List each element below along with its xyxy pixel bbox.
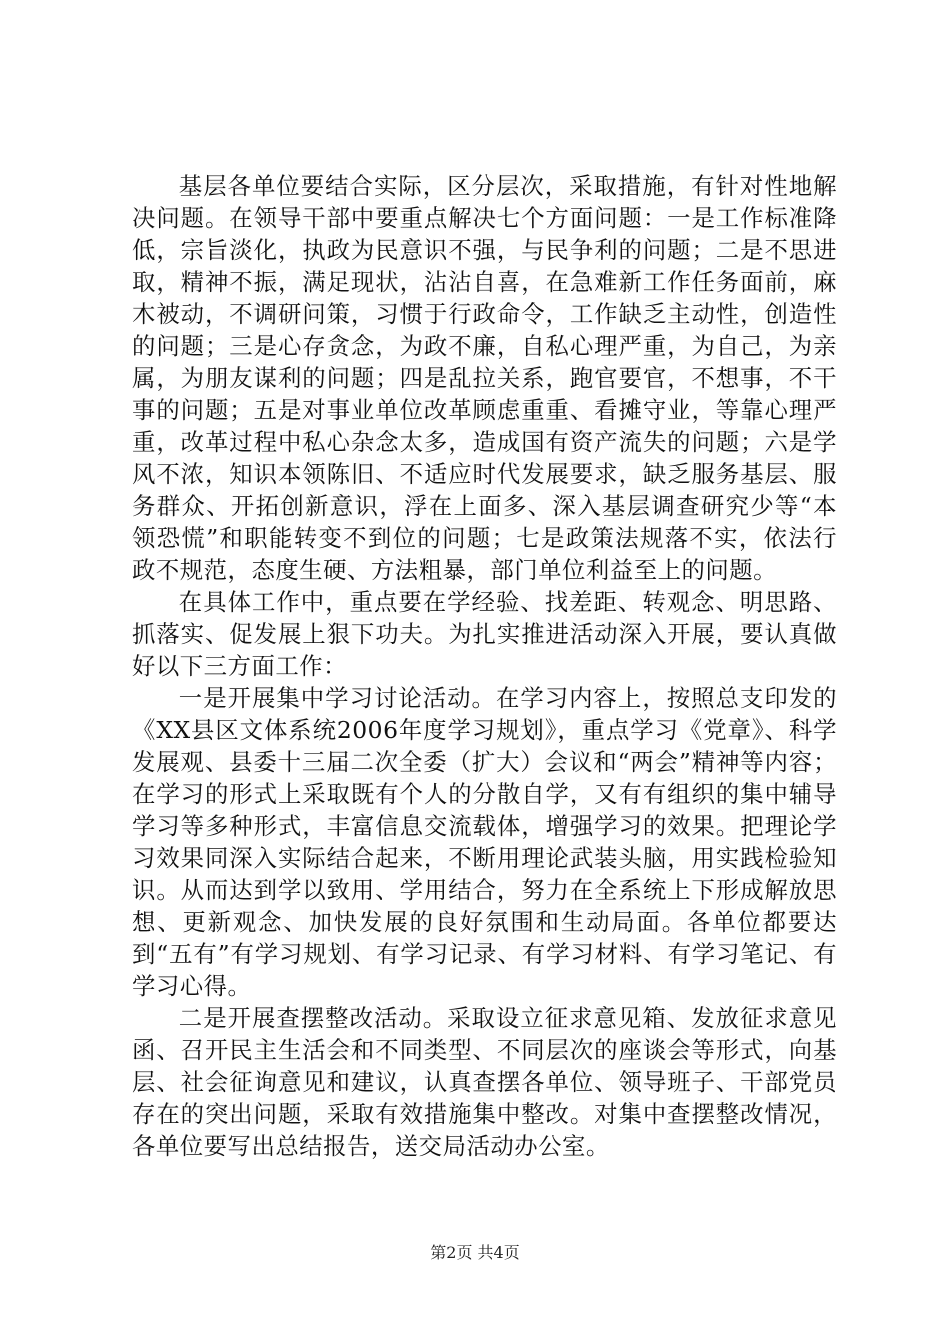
body-text (132, 170, 837, 1162)
paragraph-key-work: 在具体工作中，重点要在学经验、找差距、转观念、明思路、抓落实、促发展上狠下功夫。为扎实推进活动深入开展，要认真做好以下三方面工作： (132, 588, 837, 680)
paragraph-rectification: 二是开展查摆整改活动。采取设立征求意见箱、发放征求意见函、召开民主生活会和不同类型、不同层次的座谈会等形式，向基层、社会征询意见和建议，认真查摆各单位、领导班子、干部党员存在的突出问题，采取有效措施集中整改。对集中查摆整改情况，各单位要写出总结报告，送交局活动办公室。 (132, 1004, 837, 1160)
paragraph-problems: 基层各单位要结合实际，区分层次，采取措施，有针对性地解决问题。在领导干部中要重点解决七个方面问题：一是工作标准降低，宗旨淡化，执政为民意识不强，与民争利的问题；二是不思进取，精神不振，满足现状，沾沾自喜，在急难新工作任务面前，麻木被动，不调研问策，习惯于行政命令，工作缺乏主动性，创造性的问题；三是心存贪念，为政不廉，自私心理严重，为自己，为亲属，为朋友谋利的问题；四是乱拉关系，跑官要官，不想事，不干事的问题；五是对事业单位改革顾虑重重、看摊守业，等靠心理严重，改革过程中私心杂念太多，造成国有资产流失的问题；六是学风不浓，知识本领陈旧、不适应时代发展要求，缺乏服务基层、服务群众、开拓创新意识，浮在上面多、深入基层调查研究少等“本领恐慌”和职能转变不到位的问题；七是政策法规落不实，依法行政不规范，态度生硬、方法粗暴，部门单位利益至上的问题。 (132, 172, 837, 584)
paragraph-study: 一是开展集中学习讨论活动。在学习内容上，按照总支印发的《XX县区文体系统2006年度学习规划》，重点学习《党章》、科学发展观、县委十三届二次全委（扩大）会议和“两会”精神等内容；在学习的形式上采取既有个人的分散自学，又有有组织的集中辅导学习等多种形式，丰富信息交流载体，增强学习的效果。把理论学习效果同深入实际结合起来，不断用理论武装头脑，用实践检验知识。从而达到学以致用、学用结合，努力在全系统上下形成解放思想、更新观念、加快发展的良好氛围和生动局面。各单位都要达到“五有”有学习规划、有学习记录、有学习材料、有学习笔记、有学习心得。 (132, 684, 837, 1000)
page-number-footer: 第2页 共4页 (430, 1243, 520, 1262)
